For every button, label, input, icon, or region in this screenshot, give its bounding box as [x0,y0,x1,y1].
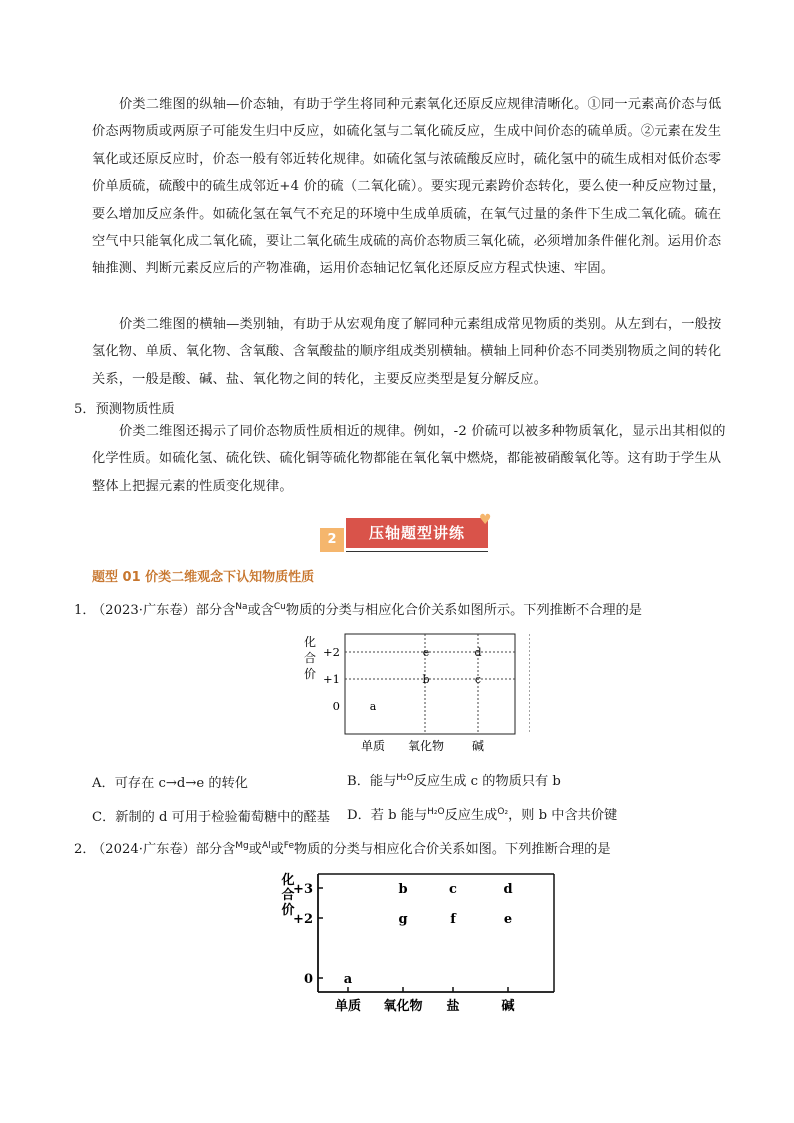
chart-1-frame [345,634,515,734]
chart-2-point-b: b [398,882,408,897]
chart-2-point-f: f [450,912,456,927]
chart-2-xtick: 氧化物 [383,999,423,1014]
option-d-formula: H₂O [427,807,445,817]
question-number: 2． [74,842,96,857]
question-number: 1． [74,603,96,618]
heart-icon: ♥ [479,512,492,528]
q1-text-mid: 或含 [247,603,274,618]
option-b[interactable] [347,770,561,789]
option-c[interactable]: C．新制的 d 可用于检验葡萄糖中的醛基 [92,810,330,825]
chart-1-point-b: b [422,673,430,686]
chart-2-point-a: a [343,972,353,987]
paragraph-predict-properties: 价类二维图还揭示了同价态物质性质相近的规律。例如，-2 价硫可以被多种物质氧化，显示出其相似的化学性质。如硫化氢、硫化铁、硫化铜等硫化物都能在氧化氧中燃烧，都能被硝酸氧化等。这有助于学生从整体上把握元素的性质变化规律。 [92,424,726,494]
q1-element-na: Na [235,602,248,612]
section-number: 5． [74,402,96,417]
chart-1-ylabel-char: 价 [303,667,317,681]
question-type-heading: 题型 01 价类二维观念下认知物质性质 [92,570,315,585]
chart-2-ytick: +3 [293,882,313,897]
section-heading [74,398,175,417]
option-b-pre: B．能与 [347,774,397,789]
q2-text-post: 物质的分类与相应化合价关系如图。下列推断合理的是 [294,842,611,857]
chart-2-point-e: e [503,912,513,927]
q2-element-mg: Mg [235,841,249,851]
chart-1-xtick: 碱 [471,739,485,753]
q2-element-al: Al [261,841,271,851]
paragraph-valence-axis: 价类二维图的纵轴—价态轴，有助于学生将同种元素氧化还原反应规律清晰化。①同一元素高价态与低价态两物质或两原子可能发生归中反应，如硫化氢与二氧化硫反应，生成中间价态的硫单质。②元素在发生氧化或还原反应时，价态一般有邻近转化规律。如硫化氢与浓硫酸反应时，硫化氢中的硫生成相对低价态零价单质硫，硫酸中的硫生成邻近+4 价的硫（二氧化硫）。要实现元素跨价态转化，要么使一种反应物过量，要么增加反应条件。如硫化氢在氧气不充足的环境中生成单质硫，在氧气过量的条件下生成二氧化硫。硫在空气中只能氧化成二氧化硫，要让二氧化硫生成硫的高价态物质三氧化硫，必须增加条件催化剂。运用价态轴推测、判断元素反应后的产物准确，运用价态轴记忆氧化还原反应方程式快速、牢固。 [92,97,726,277]
chart-2-ylabel-char: 价 [281,903,295,918]
option-d-pre: D．若 b 能与 [347,808,428,823]
q1-text-pre: （2023·广东卷）部分含 [92,603,236,618]
banner-title: 压轴题型讲练 [346,518,488,548]
chart-2-xtick: 盐 [446,999,460,1014]
chart-2-xtick: 单质 [334,999,362,1014]
chart-2-ytick: +2 [293,912,313,927]
chart-2 [270,868,560,1018]
question-2-stem [74,836,734,860]
chart-1-xtick: 单质 [360,739,386,753]
chart-2-xtick: 碱 [501,999,515,1014]
q2-element-fe: Fe [283,841,295,851]
q2-text-pre: （2024·广东卷）部分含 [92,842,236,857]
chart-2-ytick: 0 [303,972,313,987]
chart-1 [290,628,530,758]
chart-1-point-c: c [474,673,482,686]
paragraph-category-axis: 价类二维图的横轴—类别轴，有助于从宏观角度了解同种元素组成常见物质的类别。从左到右，一般按氢化物、单质、氧化物、含氧酸、含氧酸盐的顺序组成类别横轴。横轴上同种价态不同类别物质之间的转化关系，一般是酸、碱、盐、氧化物之间的转化，主要反应类型是复分解反应。 [92,317,722,387]
chart-1-ytick: +1 [323,672,340,686]
chart-1-ylabel-char: 合 [303,651,317,665]
chart-1-point-a: a [369,700,377,713]
chart-1-point-e: e [422,646,430,659]
chart-2-point-g: g [398,912,408,927]
option-d-formula-2: O₂ [497,807,509,817]
chart-2-point-c: c [449,882,457,897]
option-d[interactable] [347,804,617,823]
option-b-post: 反应生成 c 的物质只有 b [413,774,561,789]
section-title: 预测物质性质 [95,402,175,417]
q2-text-mid1: 或 [248,842,262,857]
section-banner [320,514,500,560]
option-b-formula: H₂O [396,773,414,783]
chart-2-ylabel-char: 化 [281,873,295,888]
chart-1-ylabel-char: 化 [303,635,317,649]
banner-number: 2 [320,528,344,552]
chart-1-ytick: 0 [332,699,340,713]
option-d-post: ，则 b 中含共价键 [508,808,618,823]
option-a[interactable]: A．可存在 c→d→e 的转化 [92,776,248,791]
chart-1-xtick: 氧化物 [407,739,445,753]
option-d-mid: 反应生成 [444,808,498,823]
question-1-stem [74,597,734,621]
chart-1-point-d: d [474,646,482,659]
chart-1-ytick: +2 [323,645,340,659]
chart-2-ylabel-char: 合 [281,888,295,903]
q2-text-mid2: 或 [270,842,284,857]
q1-text-post: 物质的分类与相应化合价关系如图所示。下列推断不合理的是 [285,603,642,618]
chart-2-point-d: d [503,882,513,897]
banner-underline [346,551,488,552]
q1-element-cu: Cu [273,602,286,612]
